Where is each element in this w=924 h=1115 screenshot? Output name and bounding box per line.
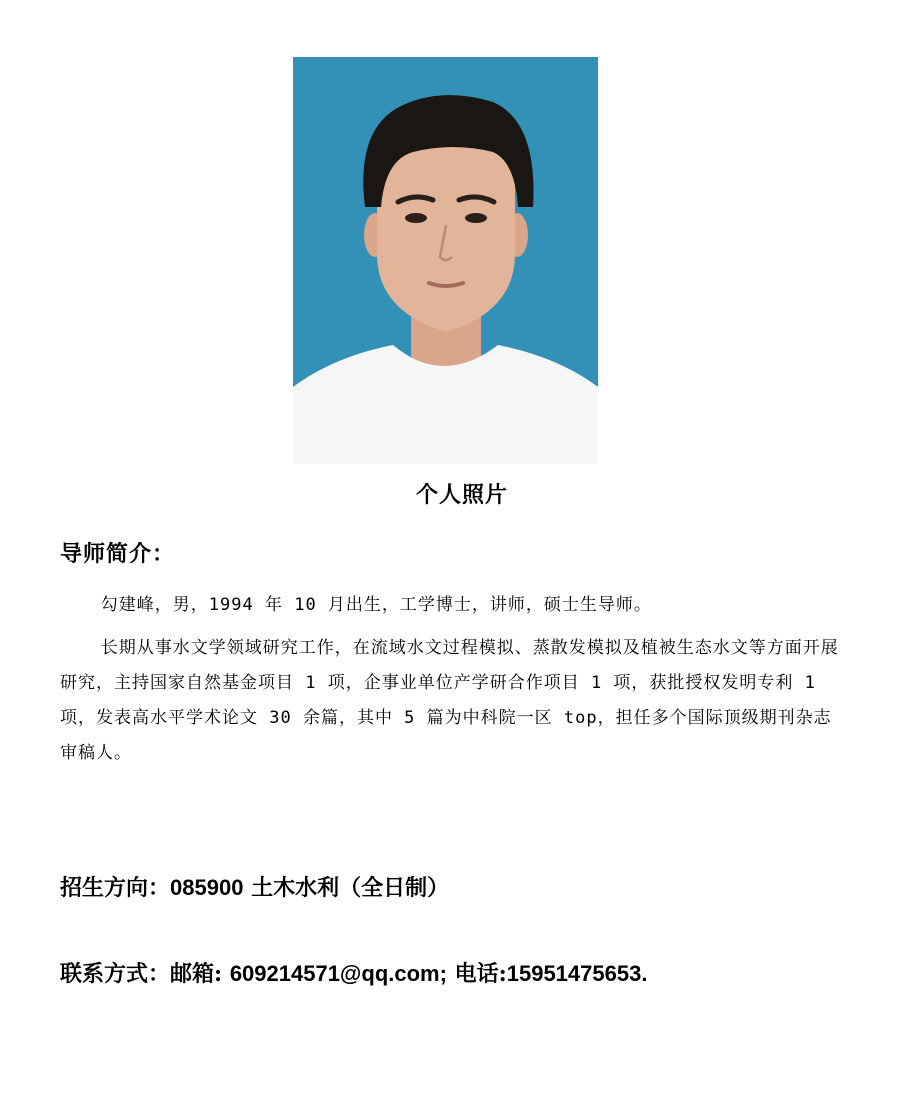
portrait-icon <box>293 57 598 464</box>
recruit-label: 招生方向： <box>60 875 171 901</box>
email-label: 邮箱: <box>170 961 223 987</box>
phone-value[interactable]: 15951475653. <box>506 961 648 986</box>
portrait-photo <box>293 57 598 464</box>
recruit-direction <box>60 871 449 902</box>
bio-text-1: 勾建峰，男，1994 年 10 月出生，工学博士，讲师，硕士生导师。 <box>100 595 652 615</box>
recruit-code: 085900 <box>170 875 244 900</box>
bio-text-2: 长期从事水文学领域研究工作，在流域水文过程模拟、蒸散发模拟及植被生态水文等方面开展研究，主持国家自然基金项目 1 项，企事业单位产学研合作项目 1 项，获批授权发明专利 1 项，发表高水平学术论文 30 余篇，其中 5 篇为中科院一区 top，担任多个国际顶级期刊杂志审稿人。 <box>60 638 839 763</box>
bio-paragraph-2 <box>60 631 840 771</box>
recruit-field: 土木水利（全日制） <box>251 875 450 901</box>
intro-heading: 导师简介： <box>60 541 176 567</box>
contact-label: 联系方式： <box>60 961 171 987</box>
bio-paragraph-1 <box>60 588 840 623</box>
photo-caption: 个人照片 <box>415 482 508 508</box>
phone-label: 电话: <box>454 961 507 987</box>
email-value[interactable]: 609214571@qq.com; <box>229 961 447 986</box>
contact-info <box>60 957 647 988</box>
